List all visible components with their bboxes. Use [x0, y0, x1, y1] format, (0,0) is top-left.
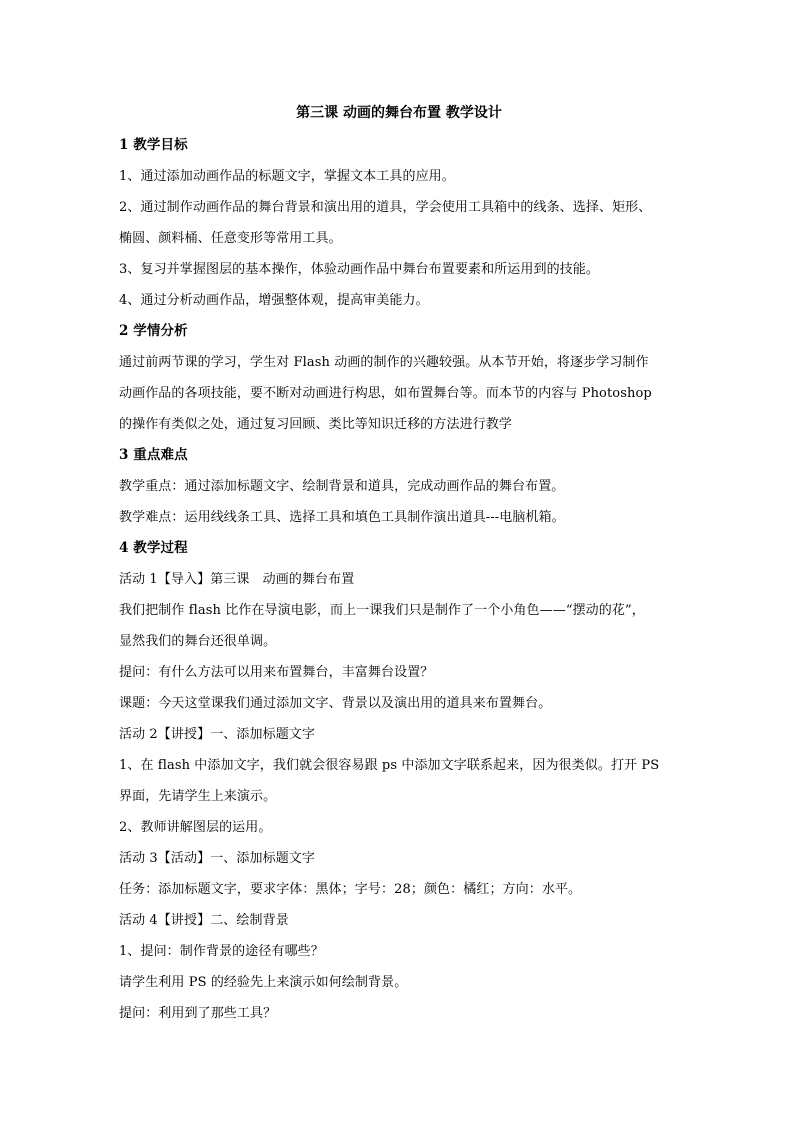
- text-line: 任务：添加标题文字，要求字体：黑体；字号：28；颜色：橘红；方向：水平。: [119, 882, 582, 897]
- text-line: 教学难点：运用线线条工具、选择工具和填色工具制作演出道具---电脑机箱。: [119, 510, 565, 525]
- text-line: 动画作品的各项技能，要不断对动画进行构思，如布置舞台等。而本节的内容与 Photoshop: [119, 386, 652, 401]
- text-line: 4、通过分析动画作品，增强整体观，提高审美能力。: [119, 293, 429, 308]
- text-line: 界面，先请学生上来演示。: [119, 789, 277, 804]
- text-line: 活动 3【活动】一、添加标题文字: [119, 851, 316, 866]
- text-line: 请学生利用 PS 的经验先上来演示如何绘制背景。: [119, 975, 408, 990]
- section-heading: 4 教学过程: [119, 540, 188, 556]
- text-line: 活动 4【讲授】二、绘制背景: [119, 913, 289, 928]
- text-line: 1、提问：制作背景的途径有哪些？: [119, 944, 324, 959]
- text-line: 1、在 flash 中添加文字，我们就会很容易跟 ps 中添加文字联系起来，因为很类似。打开 PS: [119, 758, 660, 773]
- text-line: 的操作有类似之处，通过复习回顾、类比等知识迁移的方法进行教学: [119, 417, 513, 432]
- text-line: 提问：有什么方法可以用来布置舞台，丰富舞台设置？: [119, 665, 434, 680]
- document-title: 第三课 动画的舞台布置 教学设计: [296, 105, 502, 121]
- text-line: 椭圆、颜料桶、任意变形等常用工具。: [119, 231, 342, 246]
- text-line: 3、复习并掌握图层的基本操作，体验动画作品中舞台布置要素和所运用到的技能。: [119, 262, 599, 277]
- section-heading: 1 教学目标: [119, 137, 188, 153]
- section-heading: 2 学情分析: [119, 323, 188, 339]
- text-line: 我们把制作 flash 比作在导演电影，而上一课我们只是制作了一个小角色——“摆动的花”，: [119, 603, 645, 618]
- document-lines: [119, 130, 679, 1029]
- text-line: 显然我们的舞台还很单调。: [119, 634, 277, 649]
- text-line: 活动 2【讲授】一、添加标题文字: [119, 727, 316, 742]
- section-heading: 3 重点难点: [119, 447, 188, 463]
- text-line: 2、通过制作动画作品的舞台背景和演出用的道具，学会使用工具箱中的线条、选择、矩形、: [119, 200, 652, 215]
- text-line: 教学重点：通过添加标题文字、绘制背景和道具，完成动画作品的舞台布置。: [119, 479, 565, 494]
- text-line: 课题：今天这堂课我们通过添加文字、背景以及演出用的道具来布置舞台。: [119, 696, 552, 711]
- text-line: 2、教师讲解图层的运用。: [119, 820, 272, 835]
- text-line: 1、通过添加动画作品的标题文字，掌握文本工具的应用。: [119, 169, 455, 184]
- text-line: 活动 1【导入】第三课 动画的舞台布置: [119, 572, 355, 587]
- text-line: 通过前两节课的学习，学生对 Flash 动画的制作的兴趣较强。从本节开始，将逐步学习制作: [119, 355, 649, 370]
- document-body: [119, 100, 679, 1029]
- text-line: 提问：利用到了那些工具？: [119, 1006, 277, 1021]
